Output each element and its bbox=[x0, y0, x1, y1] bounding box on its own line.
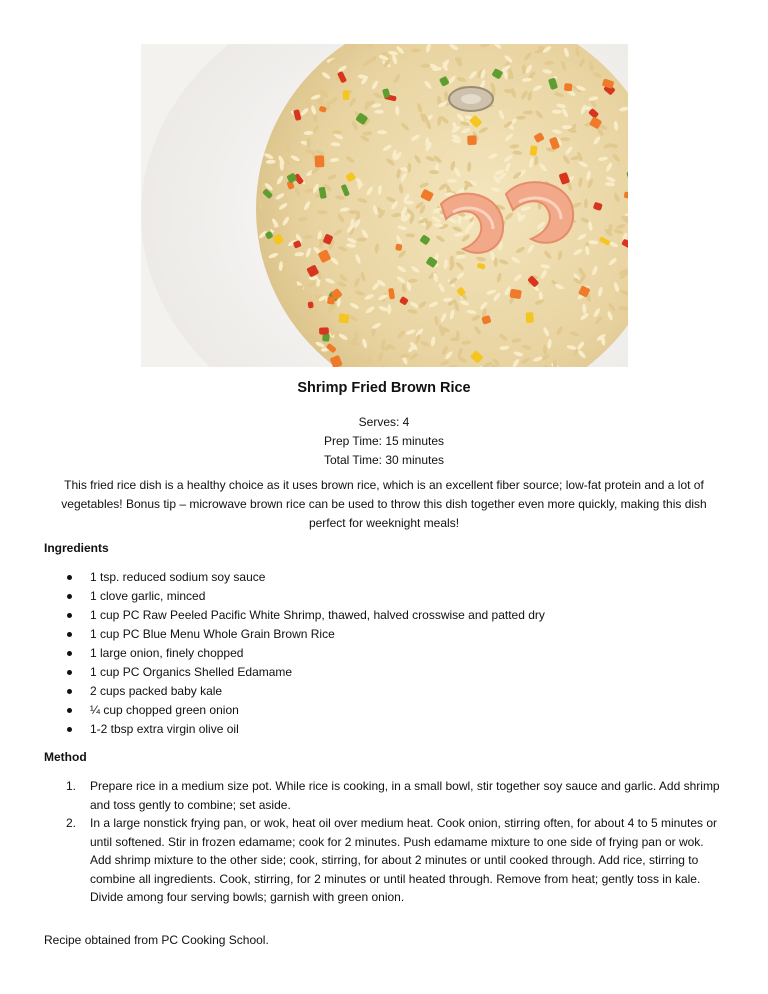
corn-kernel bbox=[526, 312, 534, 323]
ingredient-item: 1-2 tbsp extra virgin olive oil bbox=[64, 720, 545, 739]
recipe-title: Shrimp Fried Brown Rice bbox=[297, 380, 471, 396]
ingredient-item: ¼ cup chopped green onion bbox=[64, 701, 545, 720]
method-step bbox=[64, 814, 724, 907]
ingredients-list bbox=[64, 568, 545, 739]
recipe-meta bbox=[0, 413, 768, 470]
ingredient-item: 1 cup PC Blue Menu Whole Grain Brown Rice bbox=[64, 625, 545, 644]
step-number: 1. bbox=[66, 779, 77, 793]
method-step bbox=[64, 777, 724, 814]
ingredient-item: 1 clove garlic, minced bbox=[64, 587, 545, 606]
ingredient-item: 2 cups packed baby kale bbox=[64, 682, 545, 701]
dish-photo bbox=[141, 44, 628, 367]
carrot-piece bbox=[467, 135, 477, 145]
corn-kernel bbox=[339, 314, 350, 324]
ingredient-item: 1 tsp. reduced sodium soy sauce bbox=[64, 568, 545, 587]
ingredient-item: 1 cup PC Organics Shelled Edamame bbox=[64, 663, 545, 682]
recipe-intro: This fried rice dish is a healthy choice as it uses brown rice, which is an excellent fiber source; low-fat protein and a lot of vegetables! Bonus tip – microwave brown rice can be used to throw this dish together even more quickly, making this dish perfect for weeknight meals! bbox=[61, 478, 707, 530]
rice-grain bbox=[329, 304, 333, 314]
carrot-piece bbox=[315, 155, 325, 167]
step-text: In a large nonstick frying pan, or wok, heat oil over medium heat. Cook onion, stirring often, for about 4 to 5 minutes or until softened. Stir in frozen edamame; cook for 2 minutes. Push edamame mixture to one side of frying pan or wok. Add shrimp mixture to the other side; cook, stirring, for about 2 minutes or until cooked through. Add rice, stirring to combine all ingredients. Cook, stirring, for 2 minutes or until heated through. Remove from heat; gently toss in kale. Divide among four serving bowls; garnish with green onion. bbox=[90, 816, 717, 904]
step-number: 2. bbox=[66, 816, 77, 830]
carrot-piece bbox=[510, 289, 522, 299]
ingredients-heading: Ingredients bbox=[44, 541, 109, 555]
method-heading: Method bbox=[44, 750, 87, 764]
step-text: Prepare rice in a medium size pot. While rice is cooking, in a small bowl, stir together soy sauce and garlic. Add shrimp and toss gently to combine; set aside. bbox=[90, 779, 720, 812]
red-pepper-piece bbox=[319, 327, 329, 334]
carrot-piece bbox=[564, 83, 573, 91]
prep-time: Prep Time: 15 minutes bbox=[323, 434, 445, 448]
method-list bbox=[64, 777, 724, 907]
ingredient-item: 1 cup PC Raw Peeled Pacific White Shrimp, thawed, halved crosswise and patted dry bbox=[64, 606, 545, 625]
ingredient-item: 1 large onion, finely chopped bbox=[64, 644, 545, 663]
rice-grain bbox=[387, 304, 391, 314]
carrot-piece bbox=[395, 244, 402, 251]
rice-grain bbox=[522, 64, 526, 74]
serves: Serves: 4 bbox=[358, 415, 410, 429]
recipe-source: Recipe obtained from PC Cooking School. bbox=[44, 933, 269, 947]
mushroom-slice bbox=[449, 87, 493, 111]
fried-rice-illustration bbox=[141, 44, 628, 367]
rice-grain bbox=[357, 179, 361, 189]
corn-kernel bbox=[343, 90, 350, 100]
total-time: Total Time: 30 minutes bbox=[323, 453, 445, 467]
